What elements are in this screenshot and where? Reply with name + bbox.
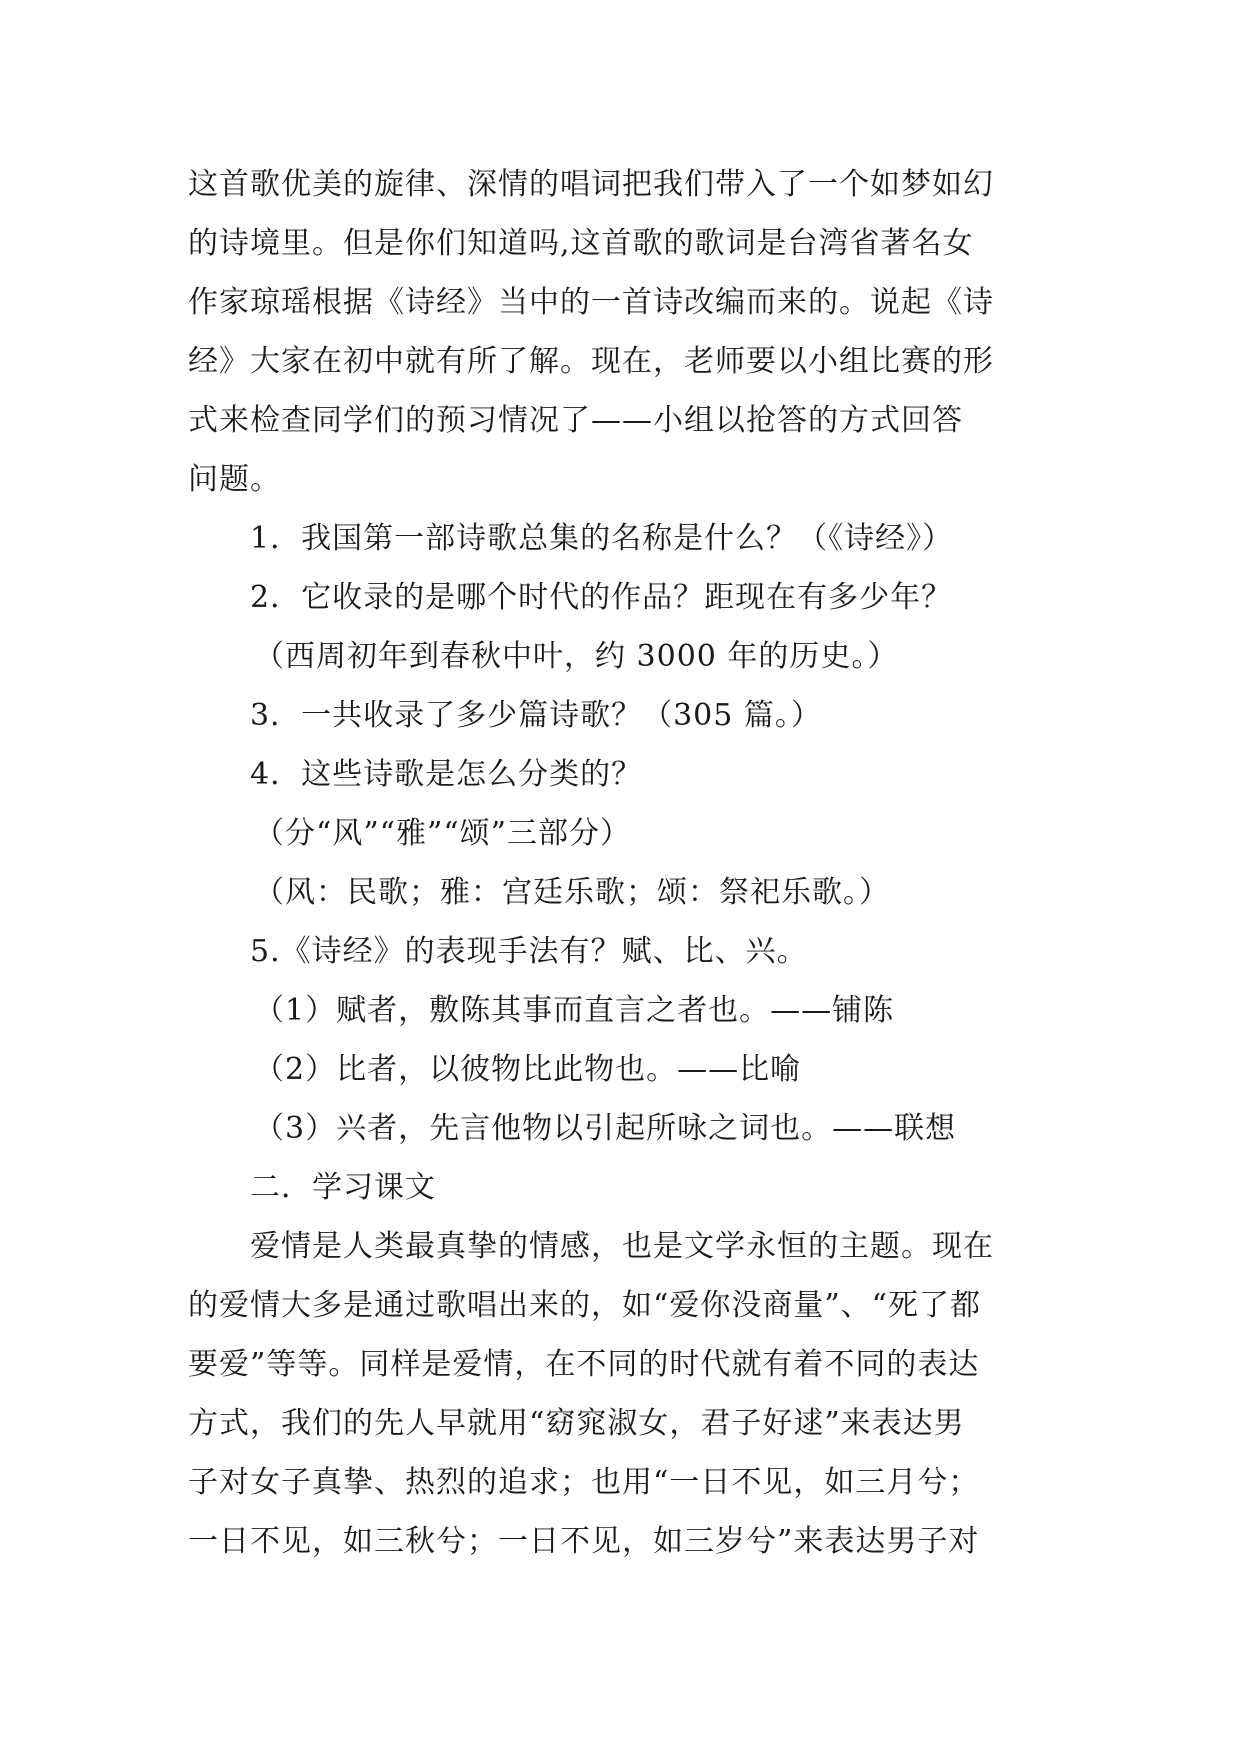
body-line-2: 的爱情大多是通过歌唱出来的，如“爱你没商量”、“死了都 (188, 1288, 982, 1323)
body-line-6: 一日不见，如三秋兮；一日不见，如三岁兮”来表达男子对 (188, 1524, 980, 1559)
intro-line-2: 的诗境里。但是你们知道吗,这首歌的歌词是台湾省著名女 (188, 226, 974, 261)
section-heading: 二．学习课文 (250, 1170, 436, 1205)
question-4: 4．这些诗歌是怎么分类的？ (250, 757, 643, 792)
question-5-item-3: （3）兴者，先言他物以引起所咏之词也。——联想 (254, 1111, 957, 1146)
question-4-answer-1: （分“风”“雅”“颂”三部分） (254, 816, 632, 851)
question-5: 5.《诗经》的表现手法有？赋、比、兴。 (250, 934, 808, 969)
intro-line-5: 式来检查同学们的预习情况了——小组以抢答的方式回答 (188, 403, 963, 438)
question-1: 1．我国第一部诗歌总集的名称是什么？（《诗经》） (250, 521, 954, 556)
intro-line-4: 经》大家在初中就有所了解。现在，老师要以小组比赛的形 (188, 344, 994, 379)
document-text (188, 155, 1068, 1571)
intro-line-1: 这首歌优美的旋律、深情的唱词把我们带入了一个如梦如幻 (188, 167, 994, 202)
body-line-5: 子对女子真挚、热烈的追求；也用“一日不见，如三月兮； (188, 1465, 980, 1500)
intro-line-6: 问题。 (188, 462, 281, 497)
body-line-3: 要爱”等等。同样是爱情，在不同的时代就有着不同的表达 (188, 1347, 980, 1382)
question-2: 2．它收录的是哪个时代的作品？距现在有多少年？ (250, 580, 953, 615)
intro-line-3: 作家琼瑶根据《诗经》当中的一首诗改编而来的。说起《诗 (188, 285, 994, 320)
question-5-item-2: （2）比者，以彼物比此物也。——比喻 (254, 1052, 802, 1087)
body-line-4: 方式，我们的先人早就用“窈窕淑女，君子好逑”来表达男 (188, 1406, 965, 1441)
body-line-1: 爱情是人类最真挚的情感，也是文学永恒的主题。现在 (250, 1229, 994, 1264)
question-5-item-1: （1）赋者，敷陈其事而直言之者也。——铺陈 (254, 993, 895, 1028)
question-3: 3．一共收录了多少篇诗歌？（305 篇。） (250, 698, 822, 733)
question-4-answer-2: （风：民歌；雅：宫廷乐歌；颂：祭祀乐歌。） (254, 875, 890, 910)
question-2-answer: （西周初年到春秋中叶，约 3000 年的历史。） (254, 639, 899, 674)
